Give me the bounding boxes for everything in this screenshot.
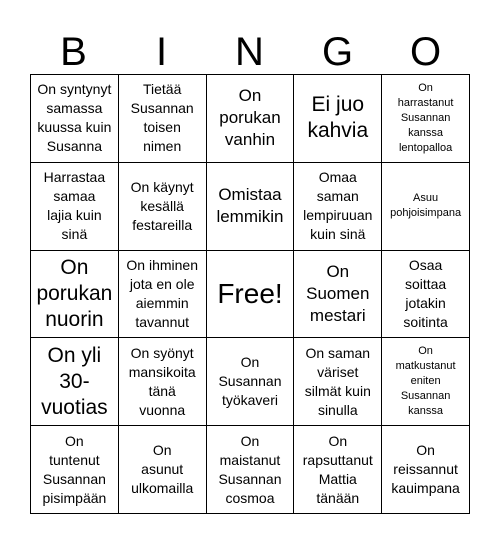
cell-text: On rapsuttanut Mattia tänään xyxy=(302,432,373,506)
bingo-grid xyxy=(30,74,470,514)
cell-text: Ei juo kahvia xyxy=(307,93,369,143)
cell-text: On syntynyt samassa kuussa kuin Susanna xyxy=(37,81,112,155)
cell-text: Asuu pohjoisimpana xyxy=(390,192,462,220)
header-letter-g: G xyxy=(321,30,355,74)
bingo-cell[interactable] xyxy=(294,75,382,163)
header-letter-n: N xyxy=(235,30,265,74)
bingo-header xyxy=(30,26,470,78)
cell-text: On porukan nuorin xyxy=(36,255,113,331)
bingo-cell[interactable] xyxy=(207,426,295,514)
bingo-cell[interactable] xyxy=(382,338,470,426)
bingo-cell[interactable] xyxy=(31,163,119,251)
cell-text: Tietää Susannan toisen nimen xyxy=(130,81,194,155)
bingo-cell[interactable] xyxy=(382,426,470,514)
cell-text: On ihminen jota en ole aiemmin tavannut xyxy=(126,256,198,330)
bingo-cell[interactable] xyxy=(31,338,119,426)
bingo-cell[interactable] xyxy=(382,251,470,339)
header-letter-i: I xyxy=(155,30,169,74)
cell-text: On käynyt kesällä festareilla xyxy=(130,178,194,233)
cell-text: On harrastanut Susannan kanssa lentopalloa xyxy=(397,81,454,154)
cell-text: On maistanut Susannan cosmoa xyxy=(218,432,282,506)
bingo-cell[interactable] xyxy=(294,338,382,426)
cell-text: On syönyt mansikoita tänä vuonna xyxy=(128,344,196,418)
cell-text: On porukan vanhin xyxy=(219,86,281,150)
bingo-cell[interactable] xyxy=(294,163,382,251)
bingo-cell[interactable] xyxy=(294,251,382,339)
bingo-cell[interactable] xyxy=(119,163,207,251)
cell-text: On matkustanut eniten Susannan kanssa xyxy=(395,345,456,418)
bingo-cell[interactable] xyxy=(119,75,207,163)
cell-text: On reissannut kauimpana xyxy=(391,442,460,497)
cell-text: Omistaa lemmikin xyxy=(216,185,284,227)
free-cell[interactable] xyxy=(207,251,295,339)
bingo-cell[interactable] xyxy=(207,75,295,163)
bingo-cell[interactable] xyxy=(119,426,207,514)
cell-text: On Susannan työkaveri xyxy=(218,354,282,409)
bingo-cell[interactable] xyxy=(294,426,382,514)
bingo-cell[interactable] xyxy=(119,251,207,339)
cell-text: On Suomen mestari xyxy=(306,261,370,325)
bingo-cell[interactable] xyxy=(31,426,119,514)
bingo-cell[interactable] xyxy=(382,163,470,251)
bingo-cell[interactable] xyxy=(382,75,470,163)
header-letter-o: O xyxy=(409,30,443,74)
bingo-cell[interactable] xyxy=(207,163,295,251)
bingo-cell[interactable] xyxy=(207,338,295,426)
cell-text: On asunut ulkomailla xyxy=(131,442,194,497)
cell-text: Osaa soittaa jotakin soitinta xyxy=(403,256,448,330)
cell-text: Omaa saman lempiruuan kuin sinä xyxy=(303,169,373,243)
cell-text: Harrastaa samaa lajia kuin sinä xyxy=(43,169,106,243)
bingo-cell[interactable] xyxy=(31,75,119,163)
header-letter-b: B xyxy=(60,30,88,74)
bingo-cell[interactable] xyxy=(31,251,119,339)
cell-text: On saman väriset silmät kuin sinulla xyxy=(304,344,371,418)
cell-text: On yli 30- vuotias xyxy=(41,343,108,419)
free-text: Free! xyxy=(217,277,283,309)
bingo-cell[interactable] xyxy=(119,338,207,426)
cell-text: On tuntenut Susannan pisimpään xyxy=(42,432,107,506)
